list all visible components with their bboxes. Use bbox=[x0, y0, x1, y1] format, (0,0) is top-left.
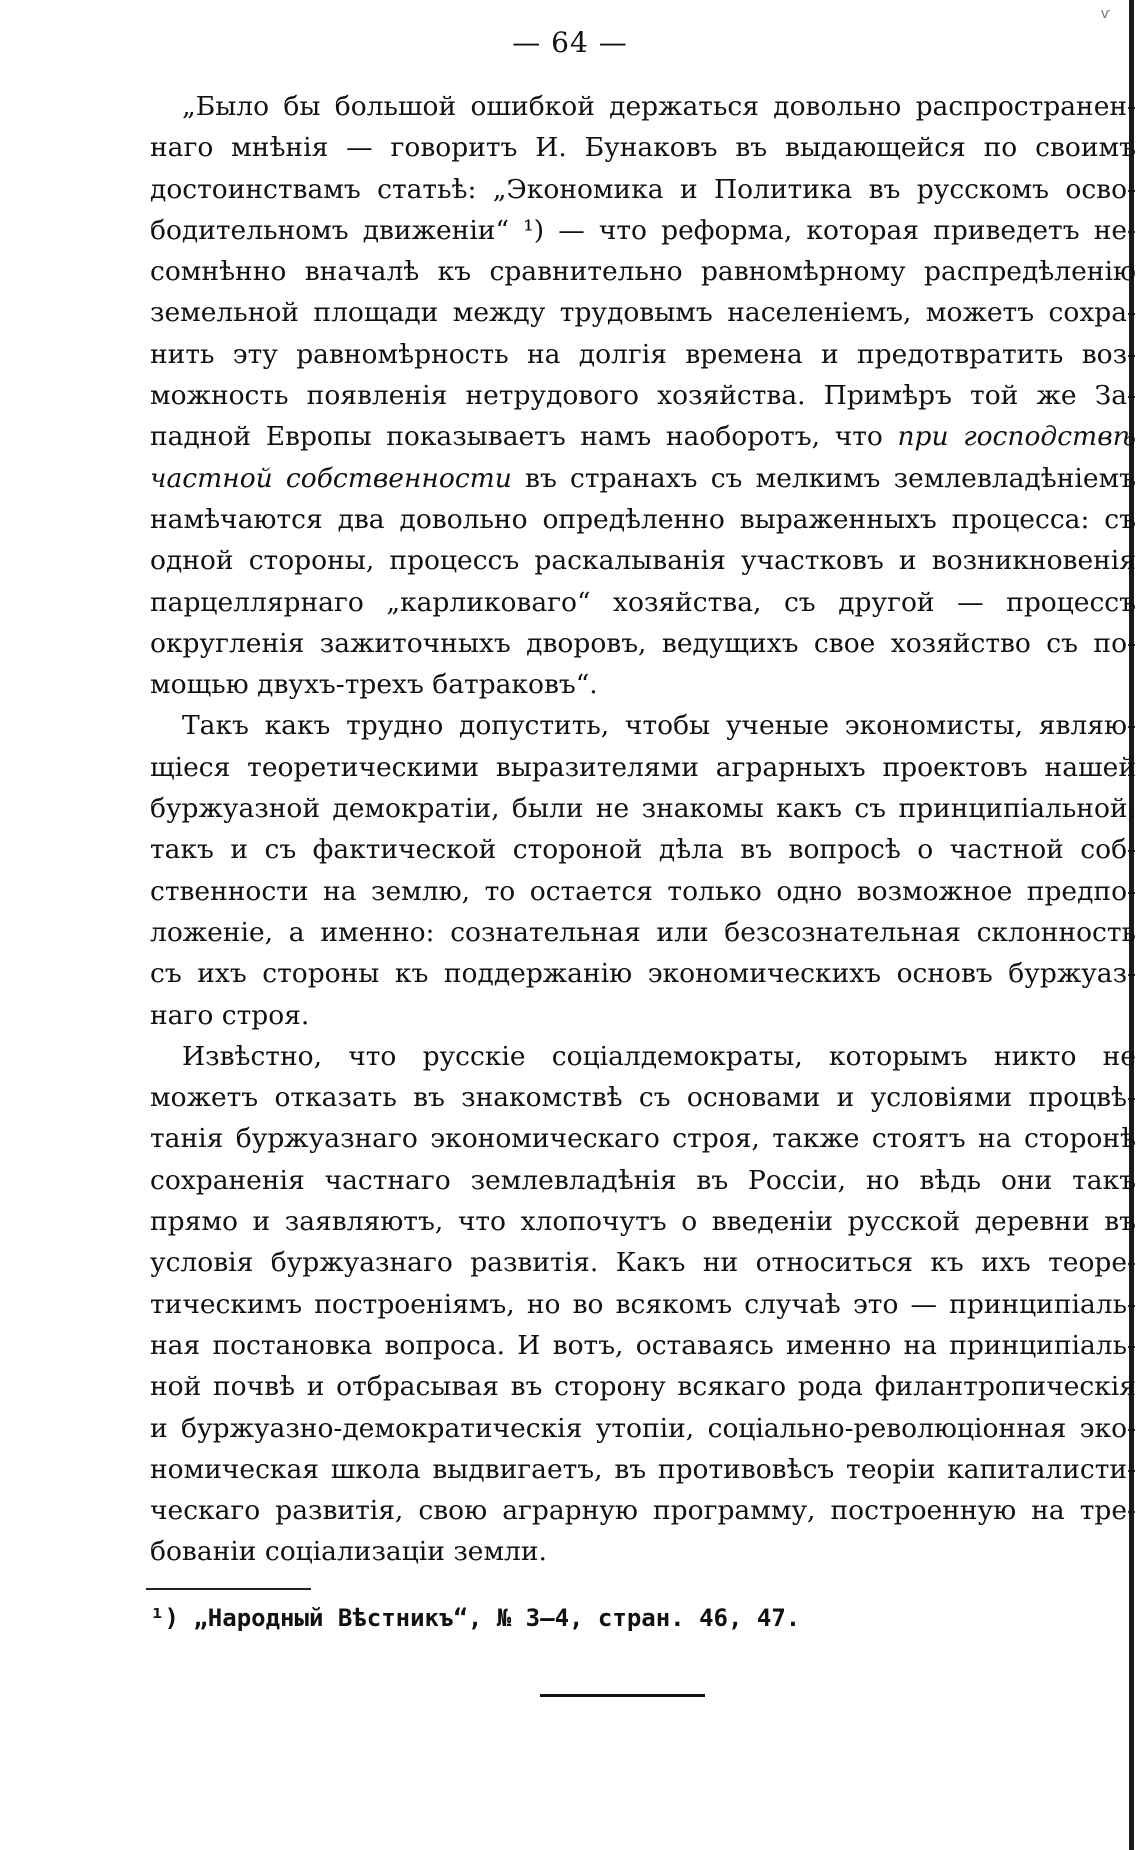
text-segment: щіеся теоретическими выразителями аграрныхъ проектовъ нашей bbox=[150, 751, 1136, 783]
text-segment: одной стороны, процессъ раскалыванія участковъ и возникновенія bbox=[150, 545, 1136, 577]
text-segment: ной почвѣ и отбрасывая въ сторону всякаго рода филантропическія bbox=[150, 1371, 1136, 1403]
text-segment: земельной площади между трудовымъ населеніемъ, можетъ сохра- bbox=[150, 297, 1136, 329]
text-segment: буржуазной демократіи, были не знакомы какъ съ принципіальной, bbox=[150, 793, 1136, 825]
text-line bbox=[150, 499, 1136, 540]
text-segment: номическая школа выдвигаетъ, въ противовѣсъ теоріи капиталисти- bbox=[150, 1453, 1136, 1485]
text-segment: и буржуазно-демократическія утопіи, соціально-революціонная эко- bbox=[150, 1412, 1136, 1444]
text-segment: наго строя. bbox=[150, 999, 310, 1031]
text-segment: сомнѣнно вначалѣ къ сравнительно равномѣрному распредѣленію bbox=[150, 256, 1136, 288]
page-number: — 64 — bbox=[512, 26, 628, 59]
text-segment: ственности на землю, то остается только одно возможное предпо- bbox=[150, 875, 1136, 907]
text-line bbox=[150, 1325, 1136, 1366]
text-segment: бованіи соціализаціи земли. bbox=[150, 1536, 547, 1568]
text-line bbox=[150, 1449, 1136, 1490]
text-line bbox=[150, 912, 1136, 953]
text-line bbox=[150, 1242, 1136, 1283]
italic-text: при господствѣ bbox=[897, 421, 1136, 453]
text-line bbox=[150, 747, 1136, 788]
text-line bbox=[150, 375, 1136, 416]
end-rule bbox=[540, 1694, 705, 1697]
text-line bbox=[150, 995, 1136, 1036]
text-line bbox=[150, 169, 1136, 210]
text-segment: сохраненія частнаго землевладѣнія въ Россіи, но вѣдь они такъ bbox=[150, 1164, 1136, 1196]
text-line bbox=[150, 416, 1136, 457]
text-segment: Извѣстно, что русскіе соціалдемократы, которымъ никто не bbox=[182, 1040, 1136, 1072]
text-line bbox=[150, 1408, 1136, 1449]
text-line bbox=[150, 251, 1136, 292]
text-segment: ная постановка вопроса. И вотъ, оставаясь именно на принципіаль- bbox=[150, 1329, 1136, 1361]
text-segment: условія буржуазнаго развитія. Какъ ни относиться къ ихъ теоре- bbox=[150, 1247, 1136, 1279]
text-segment: Такъ какъ трудно допустить, чтобы ученые экономисты, являю- bbox=[182, 710, 1136, 742]
text-line bbox=[150, 705, 1136, 746]
text-segment: „Было бы большой ошибкой держаться довольно распространен- bbox=[182, 91, 1136, 122]
text-line bbox=[150, 86, 1136, 127]
text-segment: намѣчаются два довольно опредѣленно выраженныхъ процесса: съ bbox=[150, 503, 1136, 535]
text-segment: достоинствамъ статьѣ: „Экономика и Политика въ русскомъ осво- bbox=[150, 173, 1136, 205]
text-line bbox=[150, 1160, 1136, 1201]
text-line bbox=[150, 1366, 1136, 1407]
text-segment: падной Европы показываетъ намъ наоборотъ, что bbox=[150, 421, 898, 453]
text-segment: округленія зажиточныхъ дворовъ, ведущихъ свое хозяйство съ по- bbox=[150, 627, 1136, 659]
text-segment: такъ и съ фактической стороной дѣла въ вопросѣ о частной соб- bbox=[150, 834, 1136, 866]
text-line bbox=[150, 458, 1136, 499]
footnote-separator bbox=[146, 1588, 311, 1590]
text-line bbox=[150, 1118, 1136, 1159]
text-segment: съ ихъ стороны къ поддержанію экономическихъ основъ буржуаз- bbox=[150, 958, 1136, 990]
text-segment: тическимъ построеніямъ, но во всякомъ случаѣ это — принципіаль- bbox=[150, 1288, 1136, 1320]
italic-text: частной собственности bbox=[150, 462, 512, 494]
text-segment: ческаго развитія, свою аграрную программу, построенную на тре- bbox=[150, 1495, 1136, 1527]
text-segment: въ странахъ съ мелкимъ землевладѣніемъ bbox=[511, 462, 1136, 494]
text-segment: танія буржуазнаго экономическаго строя, также стоятъ на сторонѣ bbox=[150, 1123, 1136, 1155]
text-line bbox=[150, 1284, 1136, 1325]
text-segment: бодительномъ движеніи“ ¹) — что реформа, которая приведетъ не- bbox=[150, 214, 1136, 246]
text-segment: нить эту равномѣрность на долгія времена и предотвратить воз- bbox=[150, 338, 1136, 370]
text-line bbox=[150, 829, 1136, 870]
text-line bbox=[150, 1201, 1136, 1242]
text-segment: наго мнѣнія — говоритъ И. Бунаковъ въ выдающейся по своимъ bbox=[150, 132, 1136, 164]
text-segment: мощью двухъ-трехъ батраковъ“. bbox=[150, 669, 598, 701]
text-segment: парцеллярнаго „карликоваго“ хозяйства, съ другой — процессъ bbox=[150, 586, 1136, 618]
text-segment: прямо и заявляютъ, что хлопочутъ о введеніи русской деревни въ bbox=[150, 1206, 1136, 1238]
text-line bbox=[150, 540, 1136, 581]
footnote: ¹) „Народный Вѣстникъ“, № 3—4, стран. 46, 47. bbox=[150, 1604, 801, 1632]
text-line bbox=[150, 1036, 1136, 1077]
margin-mark: ѵ bbox=[1100, 6, 1110, 22]
text-line bbox=[150, 1531, 1136, 1572]
text-line bbox=[150, 210, 1136, 251]
text-line bbox=[150, 871, 1136, 912]
text-line bbox=[150, 1077, 1136, 1118]
text-line bbox=[150, 623, 1136, 664]
text-line bbox=[150, 788, 1136, 829]
body-text bbox=[150, 86, 1136, 1573]
text-segment: ложеніе, а именно: сознательная или безсознательная склонность bbox=[150, 916, 1136, 948]
text-line bbox=[150, 582, 1136, 623]
text-segment: можность появленія нетрудового хозяйства. Примѣръ той же За- bbox=[150, 380, 1136, 412]
text-line bbox=[150, 334, 1136, 375]
text-segment: можетъ отказать въ знакомствѣ съ основами и условіями процвѣ- bbox=[150, 1082, 1136, 1114]
text-line bbox=[150, 1490, 1136, 1531]
text-line bbox=[150, 127, 1136, 168]
text-line bbox=[150, 953, 1136, 994]
text-line bbox=[150, 664, 1136, 705]
text-line bbox=[150, 292, 1136, 333]
